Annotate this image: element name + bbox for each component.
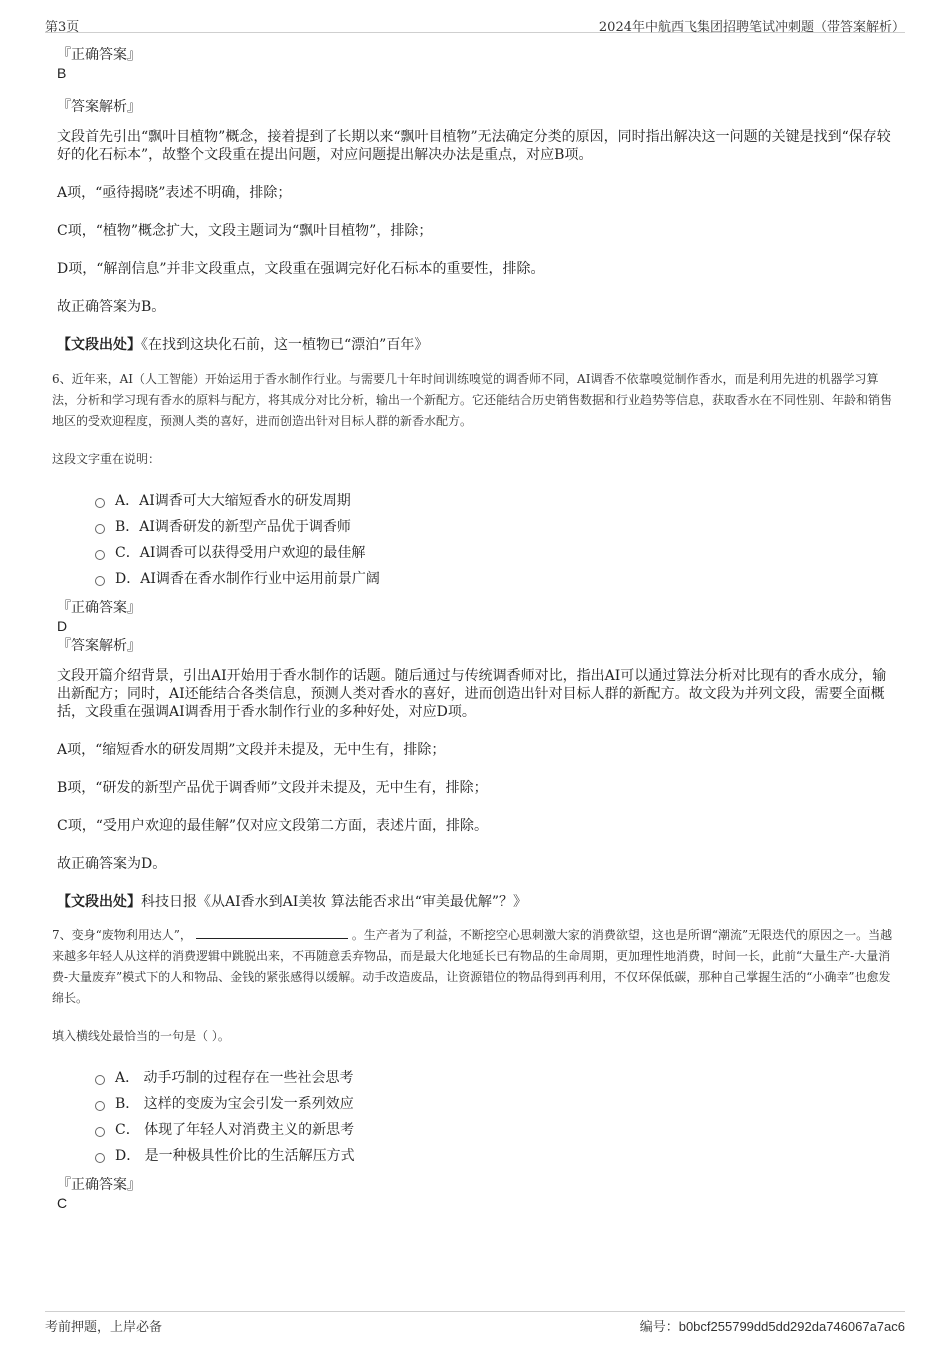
option-d[interactable] <box>95 565 897 591</box>
question-7-options <box>95 1064 897 1168</box>
document-body <box>52 46 897 1212</box>
analysis-text: 文段首先引出“飘叶目植物”概念，接着提到了长期以来“飘叶目植物”无法确定分类的原因，同时指出解决这一问题的关键是找到“保存较好的化石标本”，故整个文段重在提出问题，对应问题提出解决办法是重点，对应B项。 <box>57 129 891 163</box>
analysis-text: 文段开篇介绍背景，引出AI开始用于香水制作的话题。随后通过与传统调香师对比，指出AI可以通过算法分析对比现有的香水成分，输出新配方；同时，AI还能结合各类信息，预测人类对香水的喜好，进而创造出针对目标人群的新配方。故文段为并列文段，需要全面概括，文段重在强调AI调香用于香水制作行业的多种好处，对应D项。 <box>57 668 887 720</box>
analysis-label: 『答案解析』 <box>57 638 141 654</box>
footer-slogan: 考前押题，上岸必备 <box>45 1320 163 1335</box>
question-7-text <box>52 925 897 1009</box>
option-label: C．AI调香可以获得受用户欢迎的最佳解 <box>115 545 366 561</box>
radio-icon[interactable] <box>95 550 105 560</box>
radio-icon[interactable] <box>95 498 105 508</box>
code-label: 编号： <box>639 1320 679 1335</box>
option-d[interactable] <box>95 1142 897 1168</box>
option-c[interactable] <box>95 539 897 565</box>
option-label: D．AI调香在香水制作行业中运用前景广阔 <box>115 571 380 587</box>
radio-icon[interactable] <box>95 1127 105 1137</box>
option-b[interactable] <box>95 513 897 539</box>
option-c[interactable] <box>95 1116 897 1142</box>
source-text: 《在找到这块化石前，这一植物已“漂泊”百年》 <box>141 337 429 353</box>
radio-icon[interactable] <box>95 1075 105 1085</box>
page-footer <box>45 1311 905 1336</box>
option-label: D． 是一种极具性价比的生活解压方式 <box>115 1148 355 1164</box>
source-label: 【文段出处】 <box>57 337 141 353</box>
document-title: 2024年中航西飞集团招聘笔试冲刺题（带答案解析） <box>598 20 905 35</box>
code-value: b0bcf255799dd5dd292da746067a7ac6 <box>678 1319 905 1334</box>
answer-value: C <box>57 1195 68 1211</box>
analysis-label: 『答案解析』 <box>57 99 141 115</box>
answer-label: 『正确答案』 <box>57 600 141 616</box>
answer-value: B <box>57 65 67 81</box>
analysis-conclusion: 故正确答案为B。 <box>57 299 166 315</box>
question-7-lead: 7、变身“废物利用达人”， <box>52 928 192 942</box>
option-label: B．AI调香研发的新型产品优于调香师 <box>115 519 351 535</box>
answer-label: 『正确答案』 <box>57 1177 141 1193</box>
question-7-rest: 。生产者为了利益，不断挖空心思刺激大家的消费欲望，这也是所谓“潮流”无限迭代的原因之一。当越来越多年轻人从这样的消费逻辑中跳脱出来，不再随意丢弃物品，而是最大化地延长已有物品的生命周期，更加理性地消费，时间一长，此前“大量生产-大量消费-大量废弃”模式下的人和物品、金钱的紧张感得以缓解。动手改造废品，让资源错位的物品得到再利用，不仅环保低碳，那种自己掌握生活的“小确幸”也愈发绵长。 <box>52 928 893 1005</box>
source-line <box>57 893 897 911</box>
answer-value: D <box>57 618 68 634</box>
analysis-point: C项，“植物”概念扩大，文段主题词为“飘叶目植物”，排除； <box>57 223 433 239</box>
document-code <box>640 1316 905 1335</box>
option-label: A． 动手巧制的过程存在一些社会思考 <box>115 1070 354 1086</box>
question-6-prompt: 这段文字重在说明： <box>52 452 161 466</box>
analysis-point: B项，“研发的新型产品优于调香师”文段并未提及，无中生有，排除； <box>57 780 488 796</box>
analysis-point: D项，“解剖信息”并非文段重点，文段重在强调完好化石标本的重要性，排除。 <box>57 261 545 277</box>
source-line <box>57 336 897 354</box>
source-text: 科技日报《从AI香水到AI美妆 算法能否求出“审美最优解”？》 <box>141 894 528 910</box>
analysis-point: C项，“受用户欢迎的最佳解”仅对应文段第二方面，表述片面，排除。 <box>57 818 489 834</box>
option-label: A．AI调香可大大缩短香水的研发周期 <box>115 493 351 509</box>
analysis-point: A项，“亟待揭晓”表述不明确，排除； <box>57 185 292 201</box>
radio-icon[interactable] <box>95 1101 105 1111</box>
radio-icon[interactable] <box>95 1153 105 1163</box>
analysis-conclusion: 故正确答案为D。 <box>57 856 167 872</box>
source-label: 【文段出处】 <box>57 894 141 910</box>
option-label: C． 体现了年轻人对消费主义的新思考 <box>115 1122 355 1138</box>
radio-icon[interactable] <box>95 524 105 534</box>
question-6-text: 6、近年来，AI（人工智能）开始运用于香水制作行业。与需要几十年时间训练嗅觉的调香师不同，AI调香不依靠嗅觉制作香水，而是利用先进的机器学习算法，分析和学习现有香水的原料与配方，将其成分对比分析，输出一个新配方。它还能结合历史销售数据和行业趋势等信息，获取香水在不同性别、年龄和销售地区的受欢迎程度，预测人类的喜好，进而创造出针对目标人群的新香水配方。 <box>52 372 893 428</box>
page-number: 第3页 <box>45 20 80 35</box>
option-label: B． 这样的变废为宝会引发一系列效应 <box>115 1096 354 1112</box>
radio-icon[interactable] <box>95 576 105 586</box>
fill-blank <box>196 926 348 939</box>
option-b[interactable] <box>95 1090 897 1116</box>
question-7-prompt: 填入横线处最恰当的一句是（ ）。 <box>52 1029 230 1043</box>
analysis-point: A项，“缩短香水的研发周期”文段并未提及，无中生有，排除； <box>57 742 446 758</box>
question-6-options <box>95 487 897 591</box>
answer-label: 『正确答案』 <box>57 47 141 63</box>
page-header <box>45 12 905 33</box>
option-a[interactable] <box>95 1064 897 1090</box>
option-a[interactable] <box>95 487 897 513</box>
